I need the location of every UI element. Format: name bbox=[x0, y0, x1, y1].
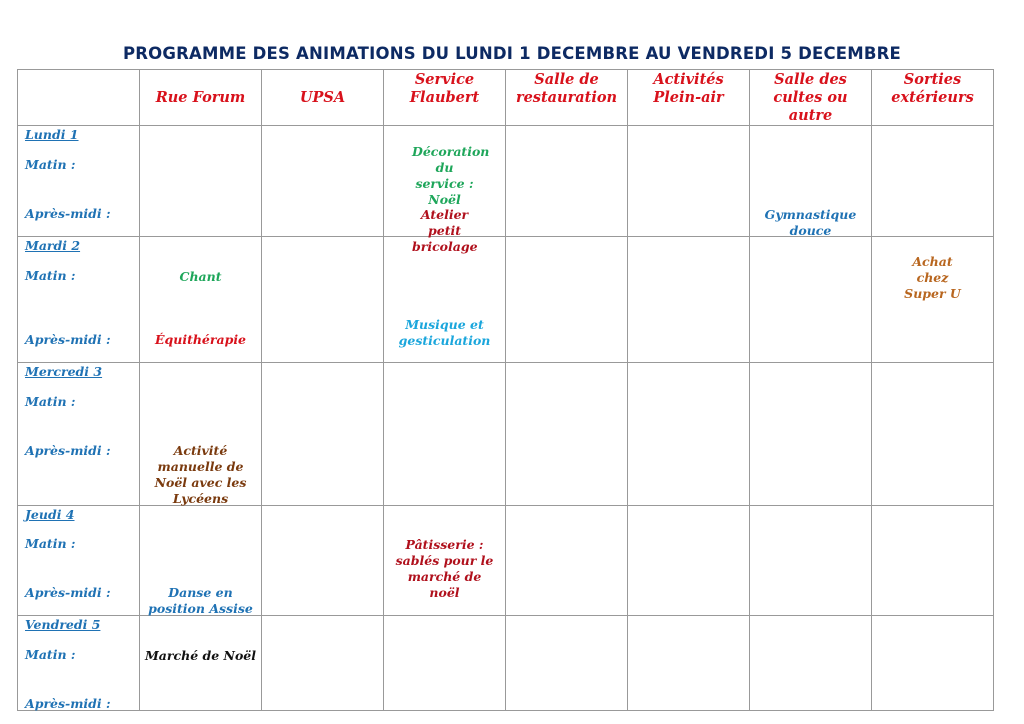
header-activites-plein-air bbox=[628, 70, 750, 126]
activity-entry: Chant bbox=[179, 269, 222, 284]
activity-cell bbox=[628, 237, 750, 363]
activity-cell bbox=[262, 237, 384, 363]
day-label: Mardi 2 bbox=[25, 238, 81, 253]
day-cell bbox=[18, 126, 140, 237]
activity-cell bbox=[262, 363, 384, 506]
activity-cell bbox=[628, 126, 750, 237]
activity-cell bbox=[262, 616, 384, 711]
column-header: Service Flaubert bbox=[409, 71, 480, 106]
column-header: Salle des cultes ou autre bbox=[773, 71, 848, 124]
day-cell bbox=[18, 506, 140, 616]
header-sorties bbox=[872, 70, 994, 126]
activity-cell bbox=[384, 237, 506, 363]
activity-cell bbox=[628, 616, 750, 711]
apres-midi-label: Après-midi : bbox=[25, 696, 111, 711]
activity-cell bbox=[872, 363, 994, 506]
matin-label: Matin : bbox=[25, 394, 76, 409]
activity-cell bbox=[140, 237, 262, 363]
activity-entry: Décoration du service : Noël bbox=[412, 144, 490, 207]
activity-cell bbox=[506, 506, 628, 616]
header-empty-cell bbox=[18, 70, 140, 126]
matin-label: Matin : bbox=[25, 268, 76, 283]
matin-label: Matin : bbox=[25, 157, 76, 172]
day-label: Mercredi 3 bbox=[25, 364, 103, 379]
schedule-table bbox=[17, 69, 994, 711]
activity-cell bbox=[506, 126, 628, 237]
activity-entry: Gymnastique douce bbox=[764, 207, 857, 238]
activity-entry: Danse en position Assise bbox=[148, 585, 253, 616]
activity-cell bbox=[140, 126, 262, 237]
activity-cell bbox=[140, 616, 262, 711]
activity-cell bbox=[750, 126, 872, 237]
column-header: Salle de restauration bbox=[515, 71, 618, 106]
activity-cell bbox=[140, 506, 262, 616]
activity-cell bbox=[872, 126, 994, 237]
activity-cell bbox=[506, 616, 628, 711]
activity-entry: Activité manuelle de Noël avec les Lycéens bbox=[154, 443, 247, 506]
activity-cell bbox=[628, 363, 750, 506]
apres-midi-label: Après-midi : bbox=[25, 206, 111, 221]
activity-entry: Musique et gesticulation bbox=[398, 317, 491, 348]
header-salle-restauration bbox=[506, 70, 628, 126]
activity-cell bbox=[628, 506, 750, 616]
column-header: Rue Forum bbox=[155, 89, 246, 106]
header-rue-forum bbox=[140, 70, 262, 126]
day-cell bbox=[18, 616, 140, 711]
activity-entry: Marché de Noël bbox=[144, 648, 257, 663]
activity-entry: Pâtisserie : sablés pour le marché de noël bbox=[395, 537, 494, 600]
activity-cell bbox=[872, 237, 994, 363]
header-salle-cultes bbox=[750, 70, 872, 126]
column-header: Activités Plein-air bbox=[653, 71, 724, 106]
activity-entry: Atelier petit bricolage bbox=[412, 207, 478, 254]
activity-cell bbox=[750, 616, 872, 711]
day-cell bbox=[18, 237, 140, 363]
activity-cell bbox=[506, 363, 628, 506]
activity-cell bbox=[140, 363, 262, 506]
activity-cell bbox=[262, 506, 384, 616]
matin-label: Matin : bbox=[25, 647, 76, 662]
activity-cell bbox=[750, 237, 872, 363]
column-header: UPSA bbox=[299, 89, 346, 106]
day-label: Jeudi 4 bbox=[25, 507, 75, 522]
activity-cell bbox=[872, 616, 994, 711]
apres-midi-label: Après-midi : bbox=[25, 332, 111, 347]
activity-cell bbox=[384, 616, 506, 711]
apres-midi-label: Après-midi : bbox=[25, 585, 111, 600]
matin-label: Matin : bbox=[25, 536, 76, 551]
activity-cell bbox=[384, 363, 506, 506]
day-label: Vendredi 5 bbox=[25, 617, 101, 632]
apres-midi-label: Après-midi : bbox=[25, 443, 111, 458]
column-header: Sorties extérieurs bbox=[891, 71, 974, 106]
header-upsa bbox=[262, 70, 384, 126]
day-cell bbox=[18, 363, 140, 506]
activity-cell bbox=[262, 126, 384, 237]
activity-cell bbox=[506, 237, 628, 363]
header-service-flaubert bbox=[384, 70, 506, 126]
activity-cell bbox=[750, 506, 872, 616]
activity-entry: Équithérapie bbox=[154, 332, 247, 347]
activity-cell bbox=[750, 363, 872, 506]
activity-cell bbox=[384, 506, 506, 616]
page-title: PROGRAMME DES ANIMATIONS DU LUNDI 1 DECEMBRE AU VENDREDI 5 DECEMBRE bbox=[122, 44, 902, 63]
activity-cell bbox=[872, 506, 994, 616]
day-label: Lundi 1 bbox=[25, 127, 79, 142]
activity-entry: Achat chez Super U bbox=[904, 254, 961, 301]
activity-cell bbox=[384, 126, 506, 254]
